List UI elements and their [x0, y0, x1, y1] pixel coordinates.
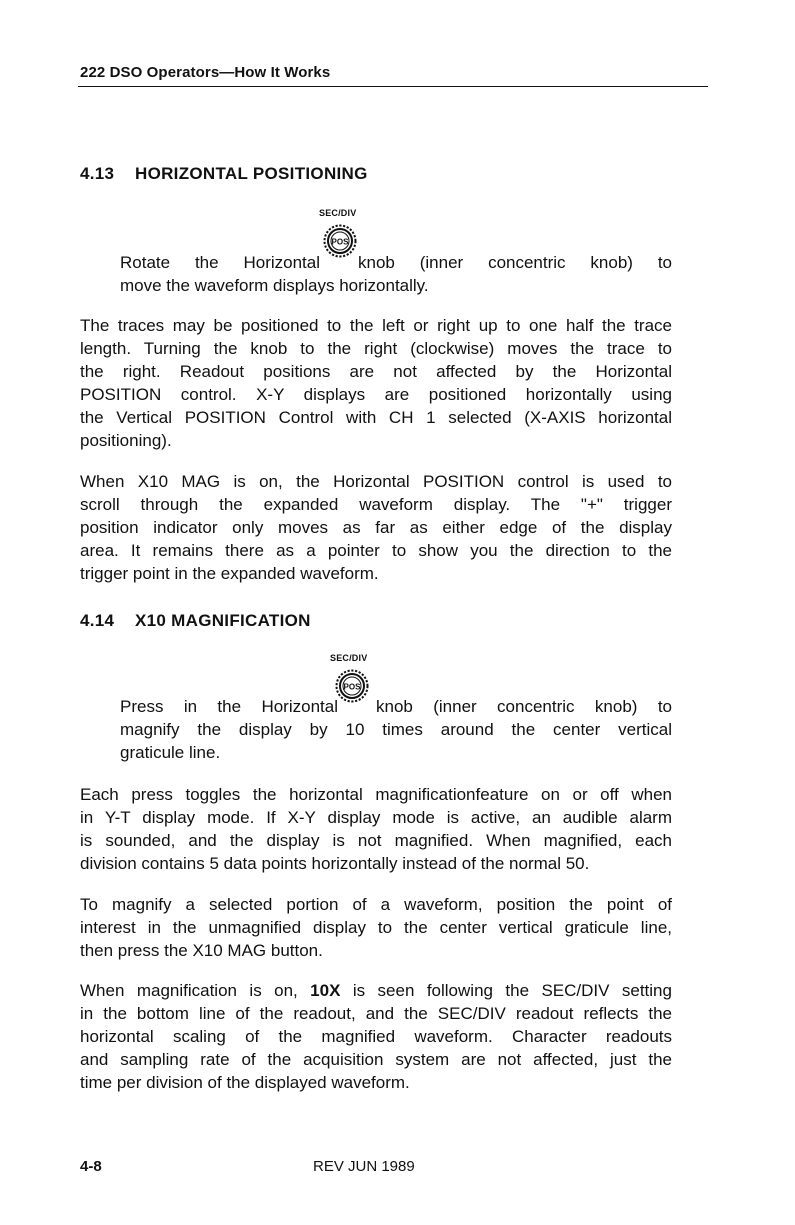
header-rule — [78, 86, 708, 87]
running-head: 222 DSO Operators—How It Works — [80, 64, 331, 81]
revision-date: REV JUN 1989 — [313, 1158, 415, 1175]
paragraph-4-14-2: To magnify a selected portion of a waveform, position the point of interest in the unmagnified display to the center vertical graticule line, then press the X10 MAG button. — [80, 895, 672, 960]
instruction-line: graticule line. — [120, 743, 221, 762]
instruction-line: magnify the display by 10 times around the center vertical — [120, 720, 672, 739]
paragraph-4-13-2: When X10 MAG is on, the Horizontal POSITION control is used to scroll through the expanded waveform display. The "+" trigger position indicator only moves as far as either edge of the display area. It remains there as a pointer to show you the direction to the trigger point in the expanded waveform. — [80, 472, 672, 583]
section-heading-4-13 — [80, 164, 368, 184]
instruction-line: Press in the Horizontal knob (inner concentric knob) to — [120, 697, 672, 716]
instruction-line: move the waveform displays horizontally. — [120, 276, 429, 295]
paragraph-4-14-1: Each press toggles the horizontal magnificationfeature on or off when in Y-T display mode. If X-Y display mode is active, an audible alarm is sounded, and the display is not magnified. When magnified, each division contains 5 data points horizontally instead of the normal 50. — [80, 785, 672, 873]
sec-div-label: SEC/DIV — [330, 653, 368, 663]
sec-div-label: SEC/DIV — [319, 208, 357, 218]
section-number: 4.14 — [80, 611, 115, 630]
knob-text: POS — [331, 237, 349, 247]
section-title: X10 MAGNIFICATION — [135, 611, 311, 630]
section-number: 4.13 — [80, 164, 115, 183]
section-title: HORIZONTAL POSITIONING — [135, 164, 368, 183]
instruction-line: Rotate the Horizontal knob (inner concentric knob) to — [120, 253, 672, 272]
instruction-4-13 — [120, 251, 672, 297]
section-heading-4-14 — [80, 611, 311, 631]
paragraph-4-14-3: When magnification is on, 10X is seen following the SEC/DIV setting in the bottom line of the readout, and the SEC/DIV readout reflects the horizontal scaling of the magnified waveform. Character readouts and sampling rate of the acquisition system are not affected, just the time per division of the displayed waveform. — [80, 981, 672, 1092]
knob-text: POS — [343, 682, 361, 692]
instruction-4-14 — [120, 695, 672, 764]
paragraph-4-13-1: The traces may be positioned to the left or right up to one half the trace length. Turning the knob to the right (clockwise) moves the trace to the right. Readout positions are not affected by the Horizontal POSITION control. X-Y displays are positioned horizontally using the Vertical POSITION Control with CH 1 selected (X-AXIS horizontal positioning). — [80, 316, 672, 450]
bold-10x: 10X — [310, 981, 341, 1000]
page-number: 4-8 — [80, 1158, 102, 1175]
